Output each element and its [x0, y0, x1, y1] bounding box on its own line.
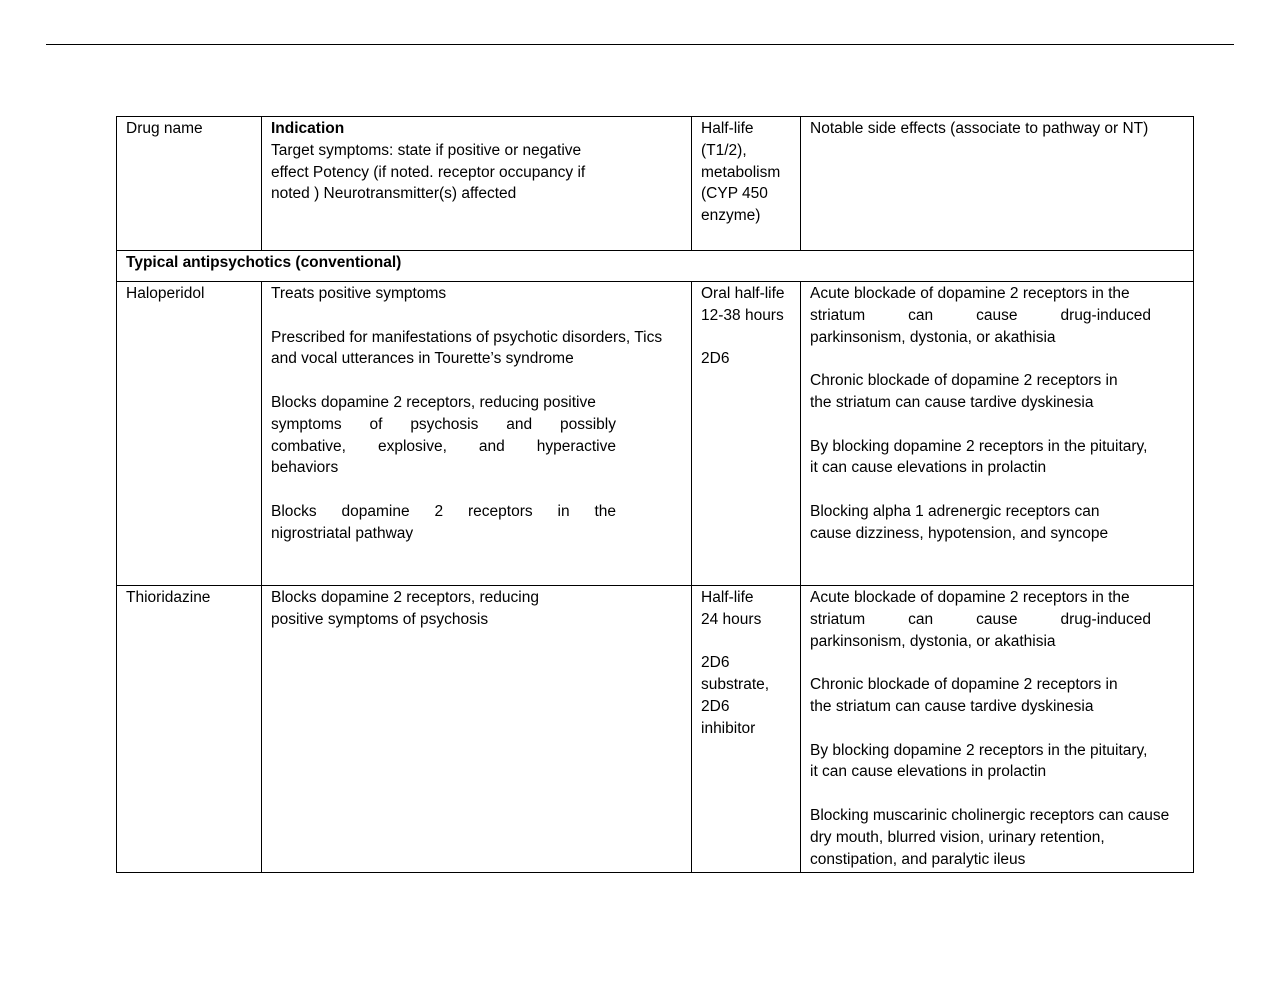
side-effect-line: Blocking alpha 1 adrenergic receptors can [810, 502, 1100, 520]
side-effect-line: striatum can cause drug-induced [810, 610, 1151, 628]
header-side-effects [801, 117, 1194, 251]
side-effect-line: it can cause elevations in prolactin [810, 763, 1047, 781]
halflife-line: 2D6 [701, 350, 730, 368]
indication-line: behaviors [271, 459, 339, 477]
header-halflife-line: Half-life [701, 120, 754, 137]
drug-name: Haloperidol [126, 285, 205, 302]
indication-line: Blocks dopamine 2 receptors in the [271, 502, 616, 520]
side-effect-line: constipation, and paralytic ileus [810, 850, 1026, 868]
header-indication-line: noted ) Neurotransmitter(s) affected [271, 185, 517, 203]
header-side-effects-text: Notable side effects (associate to pathway or NT) [810, 120, 1149, 137]
halflife-line: 24 hours [701, 610, 762, 628]
header-halflife [692, 117, 801, 251]
side-effect-line: striatum can cause drug-induced [810, 306, 1151, 324]
side-effect-line: By blocking dopamine 2 receptors in the pituitary, [810, 741, 1148, 759]
halflife-line: 2D6 [701, 654, 730, 672]
indication-line: Blocks dopamine 2 receptors, reducing positive [271, 393, 596, 411]
header-indication [262, 117, 692, 251]
table-header-row [117, 117, 1194, 251]
header-halflife-line: (CYP 450 [701, 185, 768, 203]
header-indication-line: effect Potency (if noted. receptor occupancy if [271, 163, 586, 181]
side-effect-line: the striatum can cause tardive dyskinesia [810, 697, 1094, 715]
indication-cell [262, 282, 692, 586]
indication-line: Treats positive symptoms [271, 285, 447, 302]
indication-line: positive symptoms of psychosis [271, 610, 489, 628]
halflife-line: Oral half-life [701, 285, 785, 302]
header-indication-title: Indication [271, 120, 345, 137]
side-effect-line: parkinsonism, dystonia, or akathisia [810, 328, 1056, 346]
header-indication-line: Target symptoms: state if positive or negative [271, 141, 582, 159]
side-effect-line: parkinsonism, dystonia, or akathisia [810, 632, 1056, 650]
indication-line: combative, explosive, and hyperactive [271, 437, 616, 455]
side-effect-line: By blocking dopamine 2 receptors in the pituitary, [810, 437, 1148, 455]
halflife-cell [692, 282, 801, 586]
header-halflife-line: enzyme) [701, 207, 761, 225]
halflife-line: Half-life [701, 589, 754, 606]
header-drug-name [117, 117, 262, 251]
header-halflife-line: metabolism [701, 163, 781, 181]
side-effect-line: Acute blockade of dopamine 2 receptors in the [810, 285, 1130, 302]
indication-line: symptoms of psychosis and possibly [271, 415, 616, 433]
header-drug-name-text: Drug name [126, 120, 203, 137]
header-rule [46, 44, 1234, 45]
indication-line: Prescribed for manifestations of psychotic disorders, Tics [271, 328, 663, 346]
section-row [117, 251, 1194, 282]
halflife-cell [692, 586, 801, 873]
side-effect-line: dry mouth, blurred vision, urinary retention, [810, 828, 1105, 846]
drug-name-cell [117, 282, 262, 586]
table-row-thioridazine [117, 586, 1194, 873]
indication-line: and vocal utterances in Tourette’s syndrome [271, 350, 574, 368]
section-title-cell [117, 251, 1194, 282]
halflife-line: substrate, [701, 676, 770, 694]
indication-cell [262, 586, 692, 873]
drug-name-cell [117, 586, 262, 873]
indication-line: nigrostriatal pathway [271, 524, 414, 542]
header-halflife-line: (T1/2), [701, 141, 747, 159]
drug-name: Thioridazine [126, 589, 211, 606]
side-effect-line: Chronic blockade of dopamine 2 receptors in [810, 676, 1118, 694]
drug-table [116, 116, 1194, 873]
side-effects-cell [801, 586, 1194, 873]
side-effect-line: Acute blockade of dopamine 2 receptors in the [810, 589, 1130, 606]
side-effect-line: cause dizziness, hypotension, and syncope [810, 524, 1109, 542]
section-title: Typical antipsychotics (conventional) [126, 254, 402, 271]
side-effect-line: Blocking muscarinic cholinergic receptors can cause [810, 806, 1170, 824]
halflife-line: 2D6 [701, 697, 730, 715]
side-effects-cell [801, 282, 1194, 586]
side-effect-line: the striatum can cause tardive dyskinesia [810, 393, 1094, 411]
indication-line: Blocks dopamine 2 receptors, reducing [271, 589, 539, 606]
halflife-line: 12-38 hours [701, 306, 784, 324]
table-row-haloperidol [117, 282, 1194, 586]
halflife-line: inhibitor [701, 719, 756, 737]
side-effect-line: Chronic blockade of dopamine 2 receptors in [810, 372, 1118, 390]
side-effect-line: it can cause elevations in prolactin [810, 459, 1047, 477]
